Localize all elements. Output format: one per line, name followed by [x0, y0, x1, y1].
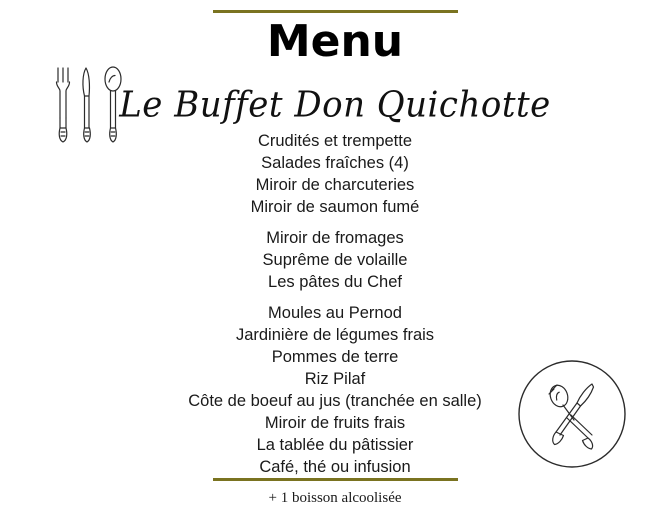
fork-knife-spoon-icon	[46, 62, 136, 152]
bottom-divider-rule	[213, 478, 458, 481]
menu-item: Miroir de charcuteries	[255, 176, 415, 194]
menu-item: Moules au Pernod	[268, 304, 402, 322]
menu-group	[150, 130, 520, 218]
menu-item: Les pâtes du Chef	[268, 273, 402, 291]
menu-item: Miroir de saumon fumé	[250, 198, 420, 216]
menu-item: Miroir de fromages	[266, 229, 404, 247]
menu-item: Salades fraîches (4)	[261, 154, 409, 172]
menu-item: La tablée du pâtissier	[256, 436, 414, 454]
menu-item: Crudités et trempette	[257, 132, 413, 150]
menu-item: Pommes de terre	[271, 348, 399, 366]
menu-group	[150, 227, 520, 293]
top-divider-rule	[213, 10, 458, 13]
menu-footnote: + 1 boisson alcoolisée	[268, 490, 402, 506]
menu-item-list	[150, 130, 520, 508]
menu-item: Côte de boeuf au jus (tranchée en salle)	[188, 392, 482, 410]
page-subtitle: Le Buffet Don Quichotte	[119, 84, 551, 126]
crossed-fork-knife-circle-icon	[516, 358, 628, 470]
menu-item: Café, thé ou infusion	[259, 458, 411, 476]
menu-item: Jardinière de légumes frais	[235, 326, 435, 344]
menu-item: Miroir de fruits frais	[264, 414, 406, 432]
menu-item: Riz Pilaf	[304, 370, 366, 388]
menu-group	[150, 302, 520, 478]
page-title: Menu	[266, 16, 404, 67]
menu-item: Suprême de volaille	[262, 251, 408, 269]
